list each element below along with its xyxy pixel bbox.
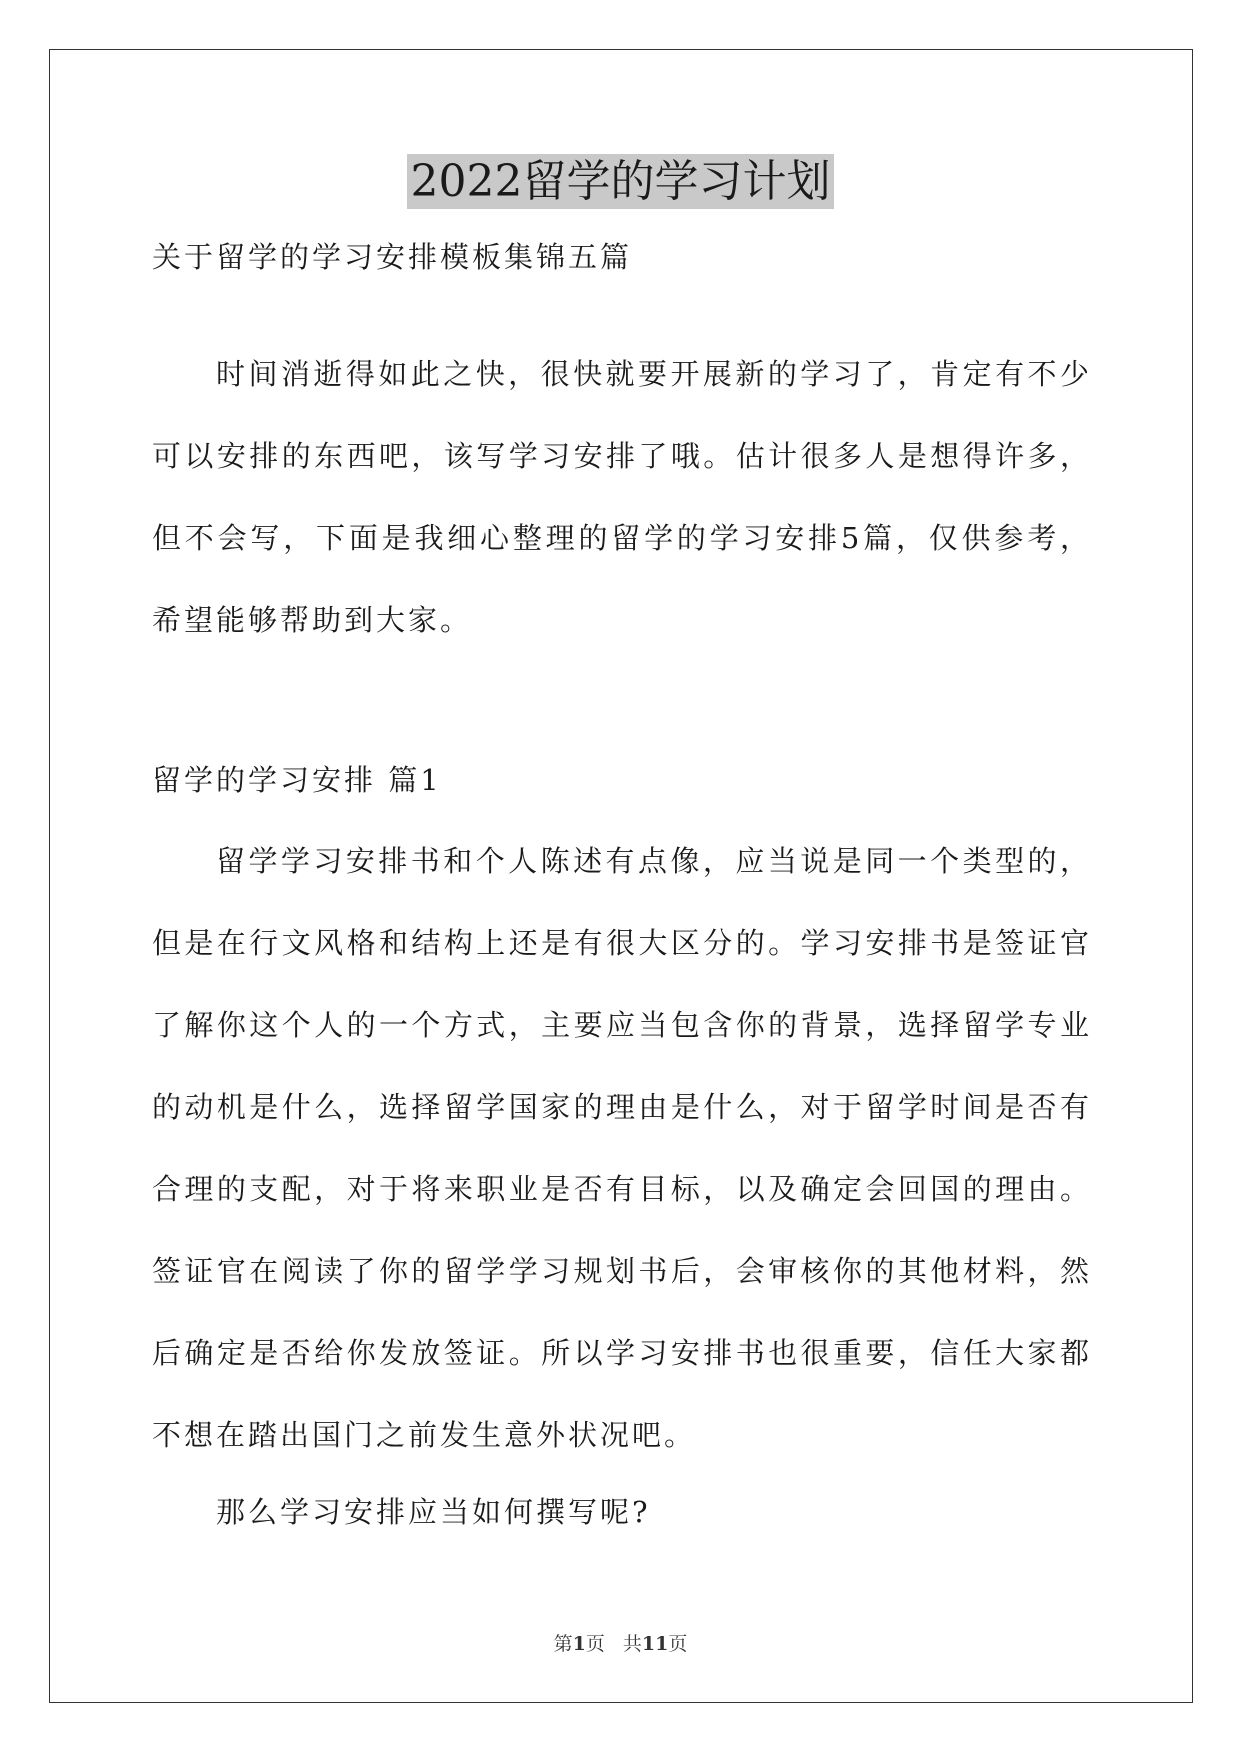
intro-paragraph: 时间消逝得如此之快，很快就要开展新的学习了，肯定有不少可以安排的东西吧，该写学习安排了哦。估计很多人是想得许多，但不会写，下面是我细心整理的留学的学习安排5篇，仅供参考，希望能够帮助到大家。 [152, 357, 1092, 637]
footer-current-page: 1 [572, 1633, 586, 1655]
page-footer [0, 1629, 1241, 1656]
footer-total-pages: 11 [641, 1633, 669, 1655]
footer-total-prefix: 共 [622, 1633, 642, 1655]
footer-page-suffix: 页 [585, 1633, 605, 1655]
section-heading: 留学的学习安排 篇1 [152, 763, 442, 797]
body-paragraph: 留学学习安排书和个人陈述有点像，应当说是同一个类型的，但是在行文风格和结构上还是有很大区分的。学习安排书是签证官了解你这个人的一个方式，主要应当包含你的背景，选择留学专业的动机是什么，选择留学国家的理由是什么，对于留学时间是否有合理的支配，对于将来职业是否有目标，以及确定会回国的理由。签证官在阅读了你的留学学习规划书后，会审核你的其他材料，然后确定是否给你发放签证。所以学习安排书也很重要，信任大家都不想在踏出国门之前发生意外状况吧。 [152, 844, 1092, 1452]
question-paragraph: 那么学习安排应当如何撰写呢? [216, 1495, 651, 1529]
document-title [0, 152, 1241, 212]
footer-total-suffix: 页 [668, 1633, 688, 1655]
footer-page-prefix: 第 [553, 1633, 573, 1655]
document-subtitle: 关于留学的学习安排模板集锦五篇 [152, 240, 633, 274]
document-title-text: 2022留学的学习计划 [407, 154, 835, 209]
